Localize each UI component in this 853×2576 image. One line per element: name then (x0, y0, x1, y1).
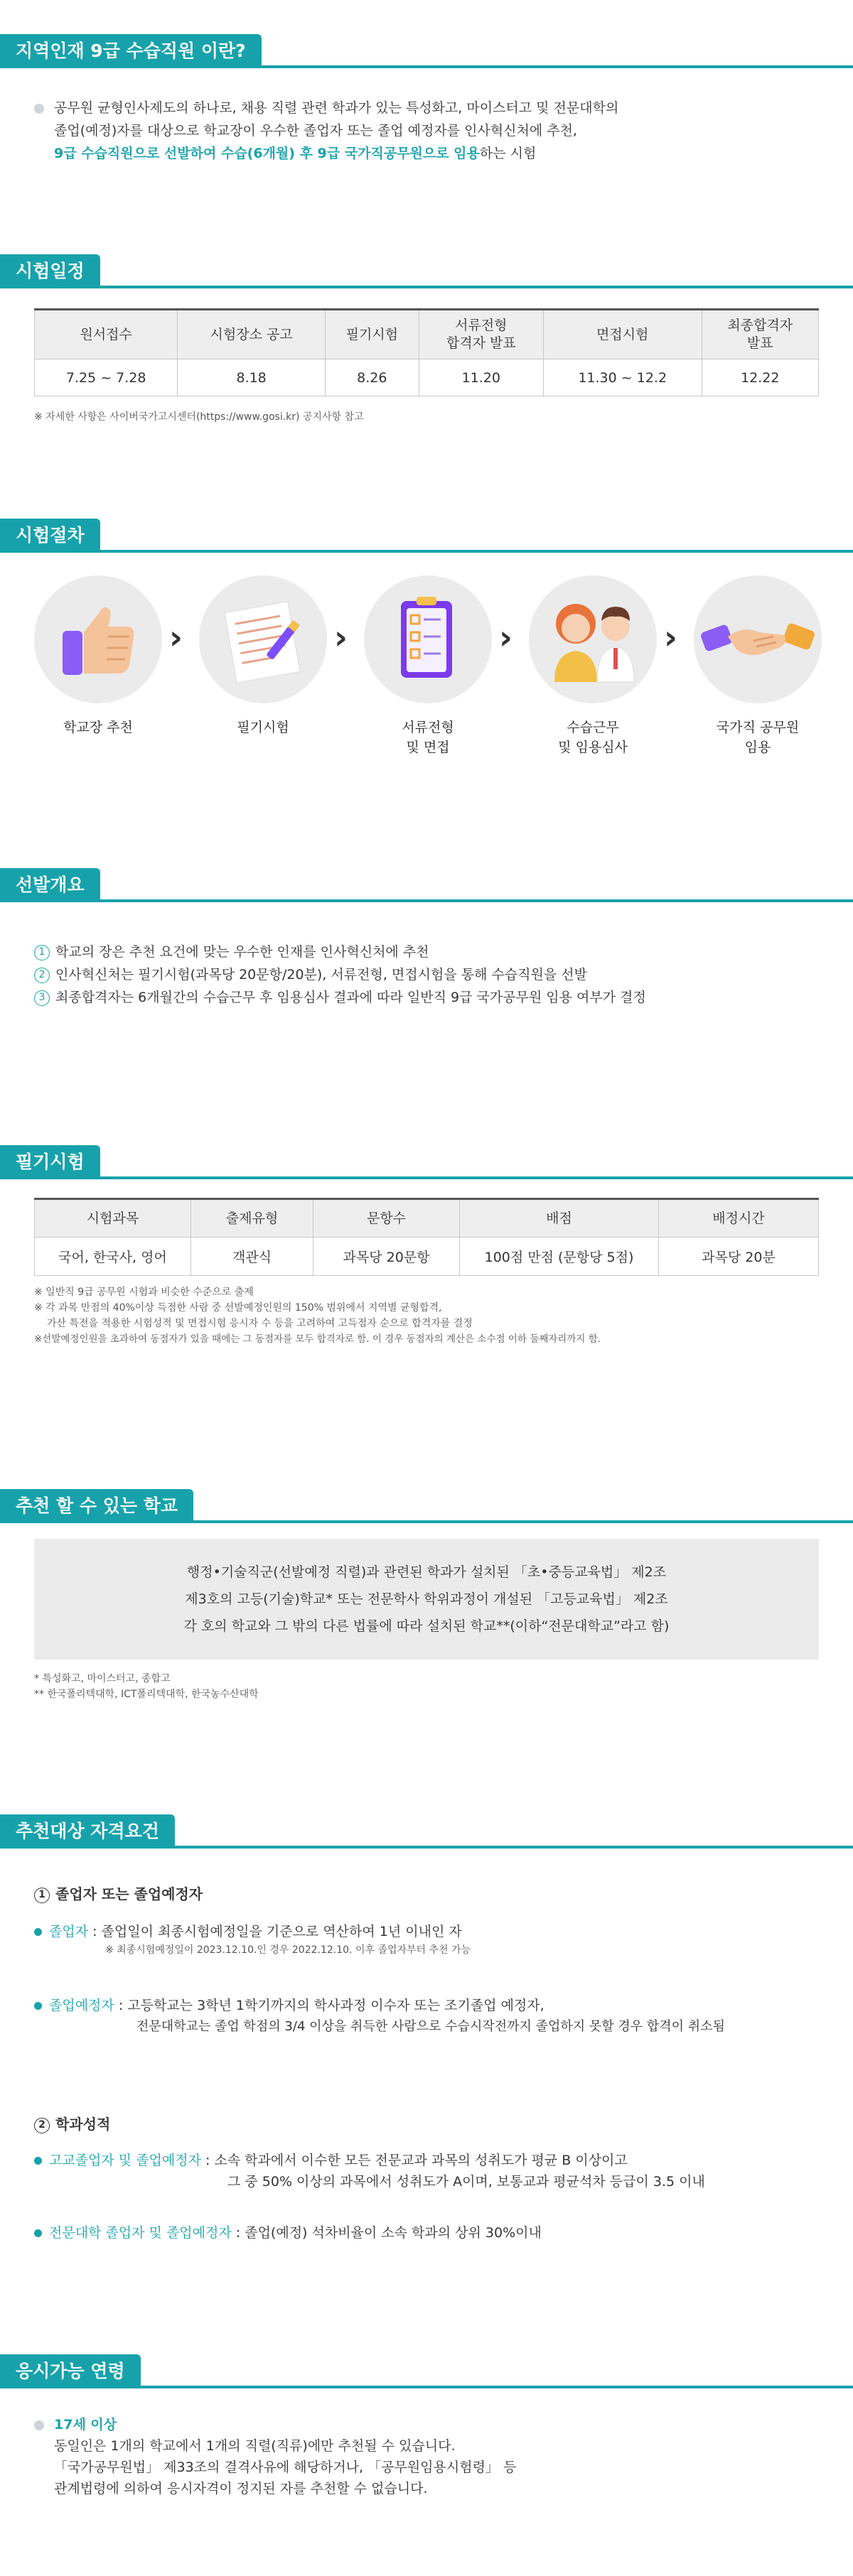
intro-line: 졸업(예정)자를 대상으로 학교장이 우수한 졸업자 또는 졸업 예정자를 인사혁신처에 추천, (54, 123, 577, 139)
checklist-icon (364, 575, 492, 703)
table-header-cell: 시험과목 (35, 1199, 191, 1238)
schools-section (0, 1489, 853, 1700)
bullet-icon (34, 104, 44, 114)
schools-box (34, 1539, 819, 1660)
intro-highlight: 9급 수습직원으로 선발하여 수습(6개월) 후 9급 국가직공무원으로 임용 (54, 146, 480, 161)
procedure-step (364, 575, 492, 757)
table-row (35, 359, 819, 396)
section-title: 추천 할 수 있는 학교 (0, 1489, 193, 1523)
list-item-text: 학교의 장은 추천 요건에 맞는 우수한 인재를 인사혁신처에 추천 (55, 944, 429, 960)
table-cell: 7.25 ~ 7.28 (35, 359, 178, 396)
step-label: 학교장 추천 (63, 720, 133, 735)
section-divider (0, 1846, 853, 1849)
note-line: ※선발예정인원을 초과하여 동점자가 있을 때에는 그 동점자를 모두 합격자로 함. 이 경우 동점자의 계산은 소수점 이하 둘째자리까지 함. (34, 1333, 601, 1345)
overview-list (34, 941, 646, 1009)
number-badge: 2 (34, 968, 50, 983)
table-header-cell: 문항수 (313, 1199, 460, 1238)
subsection-title (34, 2113, 110, 2133)
section-title: 응시가능 연령 (0, 2354, 141, 2388)
number-badge: 3 (34, 990, 50, 1006)
table-cell: 국어, 한국사, 영어 (35, 1238, 191, 1276)
item-note: ※ 최종시험예정일이 2023.12.10.인 경우 2022.12.10. 이후 졸업자부터 추천 가능 (105, 1944, 471, 1956)
table-cell: 8.18 (178, 359, 326, 396)
step-label: 서류전형 및 면접 (402, 720, 454, 755)
written-table (34, 1198, 819, 1276)
section-divider (0, 1520, 853, 1523)
section-header (0, 34, 853, 71)
table-header-cell: 최종합격자 발표 (702, 310, 818, 359)
table-header-cell: 출제유형 (191, 1199, 313, 1238)
section-divider (0, 2386, 853, 2388)
table-row (35, 1238, 819, 1276)
section-title: 추천대상 자격요건 (0, 1814, 175, 1849)
eligibility-section (0, 1814, 853, 2241)
section-header (0, 519, 853, 556)
graduate-item (34, 1921, 471, 1958)
intro-line: 하는 시험 (479, 146, 537, 161)
chevron-right-icon: › (499, 618, 513, 656)
written-notes (34, 1284, 823, 1347)
table-header-cell: 시험장소 공고 (178, 310, 326, 359)
box-line: 행정•기술직군(선발예정 직렬)과 관련된 학과가 설치된 「초•중등교육법」 제2조 (186, 1564, 667, 1580)
section-header (0, 1145, 853, 1182)
expected-graduate-item (34, 1995, 725, 2037)
table-header-cell: 면접시험 (543, 310, 702, 359)
people-icon (529, 575, 657, 703)
section-title: 시험절차 (0, 519, 100, 553)
table-header-cell: 원서접수 (35, 310, 178, 359)
age-line: 관계법령에 의하여 응시자격이 정지된 자를 추천할 수 없습니다. (54, 2481, 428, 2496)
table-header-cell: 서류전형 합격자 발표 (419, 310, 543, 359)
item-text: 그 중 50% 이상의 과목에서 성취도가 A이며, 보통교과 평균석차 등급이 3.5 이내 (227, 2174, 705, 2190)
table-cell: 11.30 ~ 12.2 (543, 359, 702, 396)
procedure-step (199, 575, 327, 737)
list-item-text: 최종합격자는 6개월간의 수습근무 후 임용심사 결과에 따라 일반직 9급 국가공무원 임용 여부가 결정 (55, 990, 646, 1005)
age-title: 17세 이상 (54, 2417, 117, 2432)
note-line: ※ 일반직 9급 공무원 시험과 비슷한 수준으로 출제 (34, 1287, 254, 1298)
age-line: 동일인은 1개의 학교에서 1개의 직렬(직류)에만 추천될 수 있습니다. (54, 2438, 456, 2454)
table-header-cell: 배정시간 (659, 1199, 819, 1238)
document-pen-icon (199, 575, 327, 703)
table-header-row (35, 1199, 819, 1238)
overview-section (0, 868, 853, 1005)
table-header-cell: 배점 (460, 1199, 659, 1238)
procedure-step (34, 575, 162, 737)
step-label: 수습근무 및 임용심사 (558, 720, 628, 755)
intro-line: 공무원 균형인사제도의 하나로, 채용 직렬 관련 학과가 있는 특성화고, 마이스터고 및 전문대학의 (54, 100, 619, 116)
section-divider (0, 65, 853, 68)
section-title: 지역인재 9급 수습직원 이란? (0, 34, 262, 68)
item-text: : 졸업일이 최종시험예정일을 기준으로 역산하여 1년 이내인 자 (88, 1924, 462, 1939)
bullet-icon (34, 2002, 42, 2010)
chevron-right-icon: › (334, 618, 348, 656)
note-line: * 특성화고, 마이스터고, 종합고 (34, 1673, 171, 1684)
schedule-section (0, 254, 853, 423)
table-cell: 12.22 (702, 359, 818, 396)
procedure-section (0, 519, 853, 803)
section-divider (0, 899, 853, 902)
note-line: ** 한국폴리텍대학, ICT폴리텍대학, 한국농수산대학 (34, 1689, 259, 1700)
bullet-icon (34, 2229, 42, 2237)
table-header-cell: 필기시험 (325, 310, 419, 359)
section-divider (0, 550, 853, 553)
schools-notes (34, 1671, 259, 1702)
schedule-table (34, 308, 819, 396)
table-cell: 과목당 20분 (659, 1238, 819, 1276)
section-header (0, 1814, 853, 1851)
item-label: 고교졸업자 및 졸업예정자 (49, 2153, 201, 2168)
item-text: : 졸업(예정) 석차비율이 소속 학과의 상위 30%이내 (231, 2225, 542, 2241)
section-divider (0, 286, 853, 288)
step-label: 국가직 공무원 임용 (716, 720, 800, 755)
section-title: 선발개요 (0, 868, 100, 902)
bullet-icon (34, 2157, 42, 2165)
number-badge: 2 (34, 2118, 50, 2133)
subsection-title (34, 1883, 203, 1903)
chevron-right-icon: › (664, 618, 677, 656)
thumbs-up-icon (34, 575, 162, 703)
list-item (34, 941, 646, 963)
section-header (0, 868, 853, 905)
item-label: 졸업예정자 (49, 1998, 114, 2013)
section-divider (0, 1176, 853, 1179)
subsection-title-text: 졸업자 또는 졸업예정자 (55, 1885, 203, 1903)
note-line: 가산 특전을 적용한 시험성적 및 면접시험 응시자 수 등을 고려하여 고득점자 순으로 합격자를 결정 (47, 1318, 473, 1329)
bullet-icon (34, 2420, 44, 2430)
item-label: 전문대학 졸업자 및 졸업예정자 (49, 2225, 232, 2241)
table-cell: 과목당 20문항 (313, 1238, 460, 1276)
subsection-title-text: 학과성적 (55, 2116, 111, 2133)
handshake-icon (694, 575, 822, 703)
procedure-step (694, 575, 822, 757)
box-line: 각 호의 학교와 그 밖의 다른 법률에 따라 설치된 학교**(이하“전문대학교”라고 함) (183, 1618, 670, 1634)
table-cell: 8.26 (325, 359, 419, 396)
age-section (0, 2354, 853, 2496)
table-cell: 100점 만점 (문항당 5점) (460, 1238, 659, 1276)
item-label: 졸업자 (49, 1924, 89, 1939)
procedure-step (529, 575, 657, 757)
list-item (34, 963, 646, 986)
note-line: ※ 각 과목 만점의 40%이상 득점한 사람 중 선발예정인원의 150% 범위에서 지역별 균형합격, (34, 1302, 442, 1314)
section-header (0, 2354, 853, 2391)
written-section (0, 1145, 853, 1345)
section-title: 필기시험 (0, 1145, 100, 1179)
number-badge: 1 (34, 945, 50, 960)
item-text: 전문대학교는 졸업 학점의 3/4 이상을 취득한 사람으로 수습시작전까지 졸업하지 못할 경우 합격이 취소됨 (136, 2019, 725, 2034)
intro-section (0, 34, 853, 161)
age-line: 「국가공무원법」 제33조의 결격사유에 해당하거나, 「공무원임용시험령」 등 (54, 2459, 517, 2475)
step-label: 필기시험 (237, 720, 289, 735)
number-badge: 1 (34, 1888, 50, 1903)
schedule-note: ※ 자세한 사항은 사이버국가고시센터(https://www.gosi.kr) 공지사항 참고 (34, 411, 364, 423)
bullet-icon (34, 1928, 42, 1936)
chevron-right-icon: › (169, 618, 183, 656)
college-item (34, 2222, 542, 2244)
list-item-text: 인사혁신처는 필기시험(과목당 20문항/20분), 서류전형, 면접시험을 통해 수습직원을 선발 (55, 967, 587, 983)
table-cell: 11.20 (419, 359, 543, 396)
box-line: 제3호의 고등(기술)학교* 또는 전문학사 학위과정이 개설된 「고등교육법」 제2조 (185, 1591, 668, 1607)
table-cell: 객관식 (191, 1238, 313, 1276)
list-item (34, 986, 646, 1009)
item-text: : 소속 학과에서 이수한 모든 전문교과 과목의 성취도가 평균 B 이상이고 (200, 2153, 628, 2168)
high-school-item (34, 2150, 705, 2192)
section-title: 시험일정 (0, 254, 100, 288)
age-body (34, 2414, 516, 2499)
section-header (0, 1489, 853, 1526)
table-header-row (35, 310, 819, 359)
intro-body (34, 97, 618, 165)
section-header (0, 254, 853, 291)
item-text: : 고등학교는 3학년 1학기까지의 학사과정 이수자 또는 조기졸업 예정자, (114, 1998, 544, 2013)
